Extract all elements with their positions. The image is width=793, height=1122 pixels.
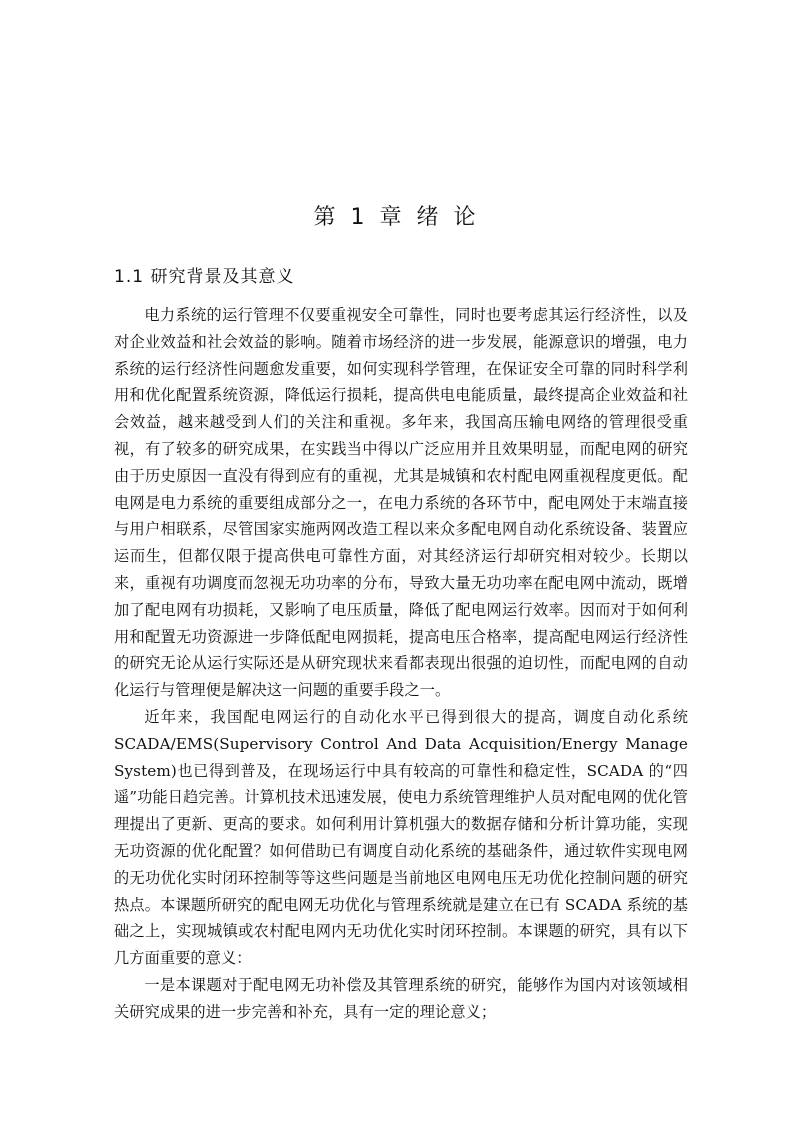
paragraph: 电力系统的运行管理不仅要重视安全可靠性，同时也要考虑其运行经济性，以及对企业效益和社会效益的影响。随着市场经济的进一步发展，能源意识的增强，电力系统的运行经济性问题愈发重要，如何实现科学管理，在保证安全可靠的同时科学利用和优化配置系统资源，降低运行损耗，提高供电电能质量，最终提高企业效益和社会效益，越来越受到人们的关注和重视。多年来，我国高压输电网络的管理很受重视，有了较多的研究成果，在实践当中得以广泛应用并且效果明显，而配电网的研究由于历史原因一直没有得到应有的重视，尤其是城镇和农村配电网重视程度更低。配电网是电力系统的重要组成部分之一，在电力系统的各环节中，配电网处于末端直接与用户相联系，尽管国家实施两网改造工程以来众多配电网自动化系统设备、装置应运而生，但都仅限于提高供电可靠性方面，对其经济运行却研究相对较少。长期以来，重视有功调度而忽视无功功率的分布，导致大量无功功率在配电网中流动，既增加了配电网有功损耗，又影响了电压质量，降低了配电网运行效率。因而对于如何利用和配置无功资源进一步降低配电网损耗，提高电压合格率，提高配电网运行经济性的研究无论从运行实际还是从研究现状来看都表现出很强的迫切性，而配电网的自动化运行与管理便是解决这一问题的重要手段之一。 [114, 306, 688, 700]
paragraph: 近年来，我国配电网运行的自动化水平已得到很大的提高，调度自动化系统 SCADA/EMS(Supervisory Control And Data Acquisition/Energy Manage System)也已得到普及，在现场运行中具有较高的可靠性和稳定性，SCADA 的“四遥”功能日趋完善。计算机技术迅速发展，使电力系统管理维护人员对配电网的优化管理提出了更新、更高的要求。如何利用计算机强大的数据存储和分析计算功能，实现无功资源的优化配置？如何借助已有调度自动化系统的基础条件，通过软件实现电网的无功优化实时闭环控制等等这些问题是当前地区电网电压无功优化控制问题的研究热点。本课题所研究的配电网无功优化与管理系统就是建立在已有 SCADA 系统的基础之上，实现城镇或农村配电网内无功优化实时闭环控制。本课题的研究，具有以下几方面重要的意义： [114, 707, 688, 968]
body-text [114, 302, 688, 1026]
chapter-title: 第 1 章 绪 论 [313, 205, 480, 230]
section-title: 1.1 研究背景及其意义 [114, 267, 295, 287]
paragraph: 一是本课题对于配电网无功补偿及其管理系统的研究，能够作为国内对该领域相关研究成果的进一步完善和补充，具有一定的理论意义； [114, 975, 688, 1021]
